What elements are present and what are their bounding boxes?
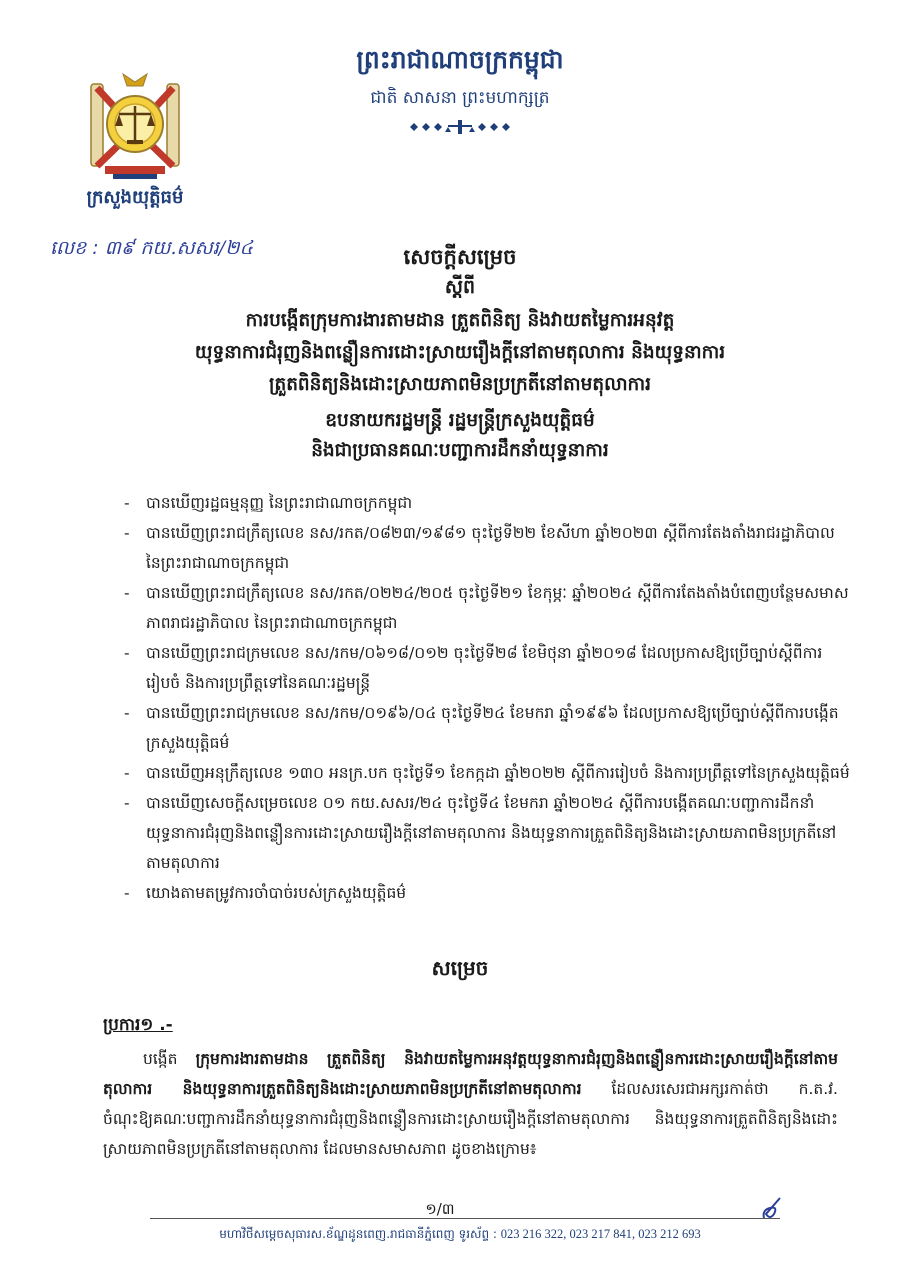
article-1-lead: បង្កើត <box>143 1050 178 1068</box>
reference-value: ៣៩ កយ.សសរ/២៤ <box>104 237 253 259</box>
consideration-item: - បានឃើញព្រះរាជក្រមលេខ នស/រកម/០១៩៦/០៤ ចុះថ្ងៃទី២៤ ខែមករា ឆ្នាំ១៩៩៦ ដែលប្រកាសឱ្យប្រើច្បាប់ស្តីពីការបង្កើតក្រសួងយុត្តិធម៌ <box>120 698 850 758</box>
address-text: មហាវិថីសម្តេចសុធារស.ខ័ណ្ឌដូនពេញ.រាជធានីភ្នំពេញ ទូរស័ព្ទ : <box>219 1227 497 1241</box>
consideration-item: - បានឃើញសេចក្តីសម្រេចលេខ ០១ កយ.សសរ/២៤ ចុះថ្ងៃទី៤ ខែមករា ឆ្នាំ២០២៤ ស្តីពីការបង្កើតគណៈបញ្ជាការដឹកនាំយុទ្ធនាការជំរុញនិងពន្លឿនការដោះស្រាយរឿងក្តីនៅតាមតុលាការ និងយុទ្ធនាការត្រួតពិនិត្យនិងដោះស្រាយភាពមិនប្រក្រតីនៅតាមតុលាការ <box>120 788 850 878</box>
ministry-name: ក្រសួងយុត្តិធម៌ <box>86 187 184 208</box>
subject-line: ការបង្កើតក្រុមការងារតាមដាន ត្រួតពិនិត្យ និងវាយតម្លៃការអនុវត្ត <box>245 310 675 331</box>
decision-heading: សម្រេច <box>431 956 489 980</box>
document-title: សេចក្តីសម្រេច <box>403 245 517 269</box>
subject-line: យុទ្ធនាការជំរុញនិងពន្លឿនការដោះស្រាយរឿងក្តីនៅតាមតុលាការ និងយុទ្ធនាការ <box>194 342 726 363</box>
authority-line: ឧបនាយករដ្ឋមន្ត្រី រដ្ឋមន្ត្រីក្រសួងយុត្តិធម៌ <box>325 410 595 431</box>
consideration-item: - យោងតាមតម្រូវការចាំបាច់របស់ក្រសួងយុត្តិធម៌ <box>120 878 850 908</box>
document-about: ស្តីពី <box>444 276 476 298</box>
consideration-item: - បានឃើញព្រះរាជក្រមលេខ នស/រកម/០៦១៨/០១២ ចុះថ្ងៃទី២៨ ខែមិថុនា ឆ្នាំ២០១៨ ដែលប្រកាសឱ្យប្រើច្បាប់ស្តីពីការរៀបចំ និងការប្រព្រឹត្តទៅនៃគណៈរដ្ឋមន្ត្រី <box>120 638 850 698</box>
consideration-item: - បានឃើញព្រះរាជក្រឹត្យលេខ នស/រកត/០២២៤/២០៥ ចុះថ្ងៃទី២១ ខែកុម្ភៈ ឆ្នាំ២០២៤ ស្តីពីការតែងតាំងបំពេញបន្ថែមសមាសភាពរាជរដ្ឋាភិបាល នៃព្រះរាជាណាចក្រកម្ពុជា <box>120 578 850 638</box>
consideration-item: - បានឃើញអនុក្រឹត្យលេខ ១៣០ អនក្រ.បក ចុះថ្ងៃទី១ ខែកក្កដា ឆ្នាំ២០២២ ស្តីពីការរៀបចំ និងការប្រព្រឹត្តទៅនៃក្រសួងយុត្តិធម៌ <box>120 758 850 788</box>
ornament-divider-icon <box>400 118 520 136</box>
considerations-list <box>120 488 850 908</box>
reference-label: លេខ : <box>50 237 99 259</box>
phone-numbers: 023 216 322, 023 217 841, 023 212 693 <box>500 1227 701 1241</box>
authority-line: និងជាប្រធានគណៈបញ្ជាការដឹកនាំយុទ្ធនាការ <box>311 440 609 461</box>
article-1-heading: ប្រការ១ .- <box>103 1015 173 1035</box>
national-motto: ជាតិ សាសនា ព្រះមហាក្សត្រ <box>370 88 550 108</box>
footer-divider <box>150 1218 780 1219</box>
consideration-item: - បានឃើញរដ្ឋធម្មនុញ្ញ នៃព្រះរាជាណាចក្រកម្ពុជា <box>120 488 850 518</box>
article-1-body <box>103 1044 838 1164</box>
footer-address <box>110 1224 810 1244</box>
article-1-bold: ក្រុមការងារតាមដាន ត្រួតពិនិត្យ និងវាយតម្លៃការអនុវត្តយុទ្ធនាការជំរុញនិងពន្លឿនការដោះស្រាយរឿងក្តីនៅតាមតុលាការ និងយុទ្ធនាការត្រួតពិនិត្យនិងដោះស្រាយភាពមិនប្រក្រតីនៅតាមតុលាការ <box>103 1050 838 1098</box>
page-number: ១/៣ <box>425 1200 455 1218</box>
initial-mark-icon <box>760 1196 784 1222</box>
issuing-authority <box>80 406 840 466</box>
ministry-seal-icon <box>85 70 185 180</box>
kingdom-heading: ព្រះរាជាណាចក្រកម្ពុជា <box>356 45 564 74</box>
document-subject <box>80 305 840 401</box>
subject-line: ត្រួតពិនិត្យនិងដោះស្រាយភាពមិនប្រក្រតីនៅតាមតុលាការ <box>268 374 652 395</box>
article-1-rest: ដែលសរសេរជាអក្សរកាត់ថា ក.ត.វ. ចំណុះឱ្យគណៈបញ្ជាការដឹកនាំយុទ្ធនាការជំរុញនិងពន្លឿនការដោះស្រាយរឿងក្តីនៅតាមតុលាការ និងយុទ្ធនាការត្រួតពិនិត្យនិងដោះស្រាយភាពមិនប្រក្រតីនៅតាមតុលាការ ដែលមានសមាសភាព ដូចខាងក្រោម៖ <box>103 1080 838 1158</box>
consideration-item: - បានឃើញព្រះរាជក្រឹត្យលេខ នស/រកត/០៨២៣/១៩៨១ ចុះថ្ងៃទី២២ ខែសីហា ឆ្នាំ២០២៣ ស្តីពីការតែងតាំងរាជរដ្ឋាភិបាល នៃព្រះរាជាណាចក្រកម្ពុជា <box>120 518 850 578</box>
